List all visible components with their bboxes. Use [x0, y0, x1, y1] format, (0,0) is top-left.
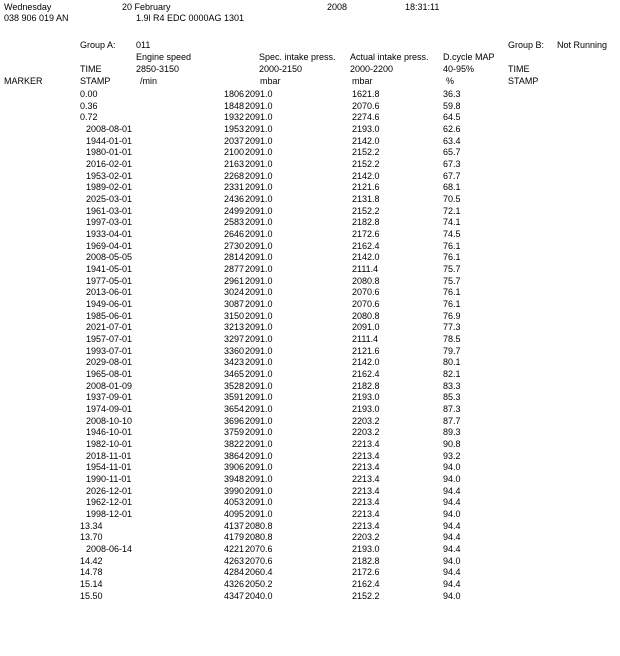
table-row — [0, 439, 620, 450]
col-spec-intake-range: 2000-2150 — [259, 64, 303, 74]
table-row — [0, 252, 620, 263]
row-actual-intake: 2203.2 — [352, 427, 380, 437]
row-spec-intake: 2091.0 — [245, 369, 273, 379]
row-engine-speed: 2331 — [223, 182, 244, 192]
row-engine-speed: 2814 — [223, 252, 244, 262]
row-time-stamp: 2008-01-09 — [86, 381, 133, 391]
row-engine-speed: 4284 — [223, 567, 244, 577]
row-duty-cycle: 94.0 — [443, 509, 461, 519]
row-spec-intake: 2091.0 — [245, 311, 273, 321]
row-duty-cycle: 94.4 — [443, 521, 461, 531]
row-time-stamp: 1969-04-01 — [86, 241, 133, 251]
row-spec-intake: 2091.0 — [245, 416, 273, 426]
row-duty-cycle: 74.1 — [443, 217, 461, 227]
row-time-stamp: 1989-02-01 — [86, 182, 133, 192]
row-spec-intake: 2091.0 — [245, 427, 273, 437]
group-b-time-label: TIME — [508, 64, 530, 74]
header-part-number: 038 906 019 AN — [4, 13, 69, 23]
row-engine-speed: 3696 — [223, 416, 244, 426]
row-engine-speed: 2163 — [223, 159, 244, 169]
row-time-stamp: 1982-10-01 — [86, 439, 133, 449]
row-engine-speed: 2499 — [223, 206, 244, 216]
row-engine-speed: 3654 — [223, 404, 244, 414]
row-spec-intake: 2091.0 — [245, 474, 273, 484]
row-spec-intake: 2050.2 — [245, 579, 273, 589]
row-actual-intake: 2121.6 — [352, 346, 380, 356]
row-actual-intake: 2182.8 — [352, 381, 380, 391]
row-actual-intake: 2162.4 — [352, 579, 380, 589]
row-actual-intake: 2213.4 — [352, 474, 380, 484]
row-actual-intake: 2070.6 — [352, 299, 380, 309]
row-time-stamp: 1957-07-01 — [86, 334, 133, 344]
col-spec-intake-unit: mbar — [260, 76, 281, 86]
row-engine-speed: 1848 — [223, 101, 244, 111]
row-engine-speed: 2100 — [223, 147, 244, 157]
row-time-stamp: 1933-04-01 — [86, 229, 133, 239]
row-spec-intake: 2091.0 — [245, 206, 273, 216]
row-engine-speed: 3591 — [223, 392, 244, 402]
table-row — [0, 486, 620, 497]
row-time-stamp: 15.50 — [80, 591, 103, 601]
row-actual-intake: 2213.4 — [352, 439, 380, 449]
row-actual-intake: 1621.8 — [352, 89, 380, 99]
row-spec-intake: 2091.0 — [245, 299, 273, 309]
row-duty-cycle: 93.2 — [443, 451, 461, 461]
row-duty-cycle: 94.0 — [443, 556, 461, 566]
row-actual-intake: 2152.2 — [352, 206, 380, 216]
row-actual-intake: 2172.6 — [352, 229, 380, 239]
table-row — [0, 474, 620, 485]
row-actual-intake: 2193.0 — [352, 124, 380, 134]
col-actual-intake-name: Actual intake press. — [350, 52, 429, 62]
row-duty-cycle: 68.1 — [443, 182, 461, 192]
header-year: 2008 — [327, 2, 348, 12]
row-actual-intake: 2142.0 — [352, 136, 380, 146]
row-engine-speed: 4263 — [223, 556, 244, 566]
row-actual-intake: 2142.0 — [352, 252, 380, 262]
row-time-stamp: 2013-06-01 — [86, 287, 133, 297]
row-time-stamp: 2018-11-01 — [86, 451, 132, 461]
row-engine-speed: 3360 — [223, 346, 244, 356]
row-duty-cycle: 94.4 — [443, 497, 461, 507]
row-duty-cycle: 59.8 — [443, 101, 461, 111]
row-time-stamp: 2025-03-01 — [86, 194, 133, 204]
row-actual-intake: 2152.2 — [352, 159, 380, 169]
row-actual-intake: 2213.4 — [352, 521, 380, 531]
row-actual-intake: 2193.0 — [352, 404, 380, 414]
row-time-stamp: 2026-12-01 — [86, 486, 133, 496]
row-spec-intake: 2091.0 — [245, 276, 273, 286]
row-time-stamp: 13.70 — [80, 532, 103, 542]
row-time-stamp: 1998-12-01 — [86, 509, 133, 519]
row-engine-speed: 3759 — [223, 427, 244, 437]
row-actual-intake: 2203.2 — [352, 416, 380, 426]
row-spec-intake: 2091.0 — [245, 241, 273, 251]
row-spec-intake: 2091.0 — [245, 392, 273, 402]
row-time-stamp: 2008-08-01 — [86, 124, 133, 134]
row-spec-intake: 2080.8 — [245, 521, 273, 531]
row-actual-intake: 2162.4 — [352, 241, 380, 251]
row-spec-intake: 2091.0 — [245, 124, 273, 134]
row-duty-cycle: 82.1 — [443, 369, 461, 379]
row-actual-intake: 2213.4 — [352, 486, 380, 496]
time-label: TIME — [80, 64, 102, 74]
row-actual-intake: 2131.8 — [352, 194, 380, 204]
row-time-stamp: 1953-02-01 — [86, 171, 133, 181]
row-spec-intake: 2091.0 — [245, 486, 273, 496]
table-row — [0, 217, 620, 228]
row-time-stamp: 15.14 — [80, 579, 103, 589]
row-time-stamp: 1961-03-01 — [86, 206, 133, 216]
row-duty-cycle: 87.7 — [443, 416, 461, 426]
table-row — [0, 89, 620, 100]
row-engine-speed: 2877 — [223, 264, 244, 274]
row-duty-cycle: 75.7 — [443, 264, 461, 274]
table-row — [0, 159, 620, 170]
table-row — [0, 427, 620, 438]
row-duty-cycle: 62.6 — [443, 124, 461, 134]
table-row — [0, 404, 620, 415]
row-spec-intake: 2060.4 — [245, 567, 273, 577]
row-duty-cycle: 94.0 — [443, 462, 461, 472]
header-day: Wednesday — [4, 2, 52, 12]
table-row — [0, 101, 620, 112]
row-duty-cycle: 76.1 — [443, 252, 461, 262]
row-duty-cycle: 94.0 — [443, 474, 461, 484]
table-row — [0, 206, 620, 217]
row-duty-cycle: 79.7 — [443, 346, 461, 356]
row-engine-speed: 3213 — [223, 322, 244, 332]
row-engine-speed: 2037 — [223, 136, 244, 146]
row-spec-intake: 2091.0 — [245, 381, 273, 391]
row-duty-cycle: 36.3 — [443, 89, 461, 99]
row-duty-cycle: 78.5 — [443, 334, 461, 344]
row-time-stamp: 1946-10-01 — [86, 427, 133, 437]
row-spec-intake: 2091.0 — [245, 101, 273, 111]
row-engine-speed: 1806 — [223, 89, 244, 99]
table-row — [0, 579, 620, 590]
row-spec-intake: 2091.0 — [245, 264, 273, 274]
row-time-stamp: 0.00 — [80, 89, 98, 99]
row-spec-intake: 2091.0 — [245, 462, 273, 472]
row-spec-intake: 2091.0 — [245, 252, 273, 262]
row-actual-intake: 2121.6 — [352, 182, 380, 192]
table-row — [0, 264, 620, 275]
row-duty-cycle: 75.7 — [443, 276, 461, 286]
row-actual-intake: 2111.4 — [352, 264, 379, 274]
table-row — [0, 124, 620, 135]
row-actual-intake: 2193.0 — [352, 544, 380, 554]
row-engine-speed: 2961 — [223, 276, 244, 286]
table-row — [0, 182, 620, 193]
table-row — [0, 544, 620, 555]
row-duty-cycle: 70.5 — [443, 194, 461, 204]
row-time-stamp: 2008-10-10 — [86, 416, 133, 426]
row-spec-intake: 2091.0 — [245, 451, 273, 461]
col-spec-intake-name: Spec. intake press. — [259, 52, 336, 62]
row-actual-intake: 2213.4 — [352, 509, 380, 519]
row-time-stamp: 0.36 — [80, 101, 98, 111]
row-actual-intake: 2213.4 — [352, 497, 380, 507]
row-duty-cycle: 89.3 — [443, 427, 461, 437]
group-b-label: Group B: — [508, 40, 545, 50]
row-actual-intake: 2193.0 — [352, 392, 380, 402]
row-engine-speed: 1953 — [223, 124, 244, 134]
row-duty-cycle: 94.4 — [443, 486, 461, 496]
row-duty-cycle: 87.3 — [443, 404, 461, 414]
row-duty-cycle: 64.5 — [443, 112, 461, 122]
table-row — [0, 451, 620, 462]
row-spec-intake: 2091.0 — [245, 357, 273, 367]
row-spec-intake: 2091.0 — [245, 217, 273, 227]
group-a-number: 011 — [136, 40, 151, 50]
header-engine: 1.9l R4 EDC 0000AG 1301 — [136, 13, 245, 23]
row-actual-intake: 2091.0 — [352, 322, 380, 332]
row-actual-intake: 2182.8 — [352, 556, 380, 566]
row-spec-intake: 2091.0 — [245, 509, 273, 519]
row-duty-cycle: 65.7 — [443, 147, 461, 157]
row-actual-intake: 2152.2 — [352, 147, 380, 157]
row-spec-intake: 2091.0 — [245, 89, 273, 99]
table-row — [0, 147, 620, 158]
table-row — [0, 322, 620, 333]
row-time-stamp: 1993-07-01 — [86, 346, 133, 356]
table-row — [0, 136, 620, 147]
row-duty-cycle: 72.1 — [443, 206, 461, 216]
row-duty-cycle: 94.4 — [443, 579, 461, 589]
table-row — [0, 381, 620, 392]
row-duty-cycle: 83.3 — [443, 381, 461, 391]
row-engine-speed: 3906 — [223, 462, 244, 472]
table-row — [0, 567, 620, 578]
row-engine-speed: 2730 — [223, 241, 244, 251]
row-engine-speed: 4053 — [223, 497, 244, 507]
col-duty-cycle-range: 40-95% — [443, 64, 475, 74]
row-duty-cycle: 76.1 — [443, 299, 461, 309]
table-row — [0, 509, 620, 520]
row-time-stamp: 1990-11-01 — [86, 474, 132, 484]
row-spec-intake: 2091.0 — [245, 229, 273, 239]
row-spec-intake: 2091.0 — [245, 112, 273, 122]
row-time-stamp: 1974-09-01 — [86, 404, 133, 414]
row-engine-speed: 3297 — [223, 334, 244, 344]
row-actual-intake: 2070.6 — [352, 101, 380, 111]
row-time-stamp: 1985-06-01 — [86, 311, 133, 321]
row-spec-intake: 2091.0 — [245, 346, 273, 356]
row-duty-cycle: 85.3 — [443, 392, 461, 402]
table-row — [0, 299, 620, 310]
row-actual-intake: 2111.4 — [352, 334, 379, 344]
table-row — [0, 357, 620, 368]
row-spec-intake: 2091.0 — [245, 147, 273, 157]
row-time-stamp: 1941-05-01 — [86, 264, 133, 274]
row-actual-intake: 2070.6 — [352, 287, 380, 297]
col-actual-intake-range: 2000-2200 — [350, 64, 394, 74]
row-time-stamp: 2021-07-01 — [86, 322, 133, 332]
row-engine-speed: 3024 — [223, 287, 244, 297]
row-time-stamp: 2029-08-01 — [86, 357, 133, 367]
row-spec-intake: 2091.0 — [245, 194, 273, 204]
row-spec-intake: 2091.0 — [245, 404, 273, 414]
col-duty-cycle-unit: % — [446, 76, 455, 86]
table-row — [0, 497, 620, 508]
group-b-stamp-label: STAMP — [508, 76, 539, 86]
row-duty-cycle: 90.8 — [443, 439, 461, 449]
row-spec-intake: 2091.0 — [245, 497, 273, 507]
row-actual-intake: 2142.0 — [352, 171, 380, 181]
table-row — [0, 334, 620, 345]
row-actual-intake: 2213.4 — [352, 462, 380, 472]
row-time-stamp: 14.42 — [80, 556, 103, 566]
row-actual-intake: 2152.2 — [352, 591, 380, 601]
row-engine-speed: 3948 — [223, 474, 244, 484]
table-row — [0, 462, 620, 473]
col-engine-speed-name: Engine speed — [136, 52, 192, 62]
group-b-status: Not Running — [557, 40, 608, 50]
row-spec-intake: 2040.0 — [245, 591, 273, 601]
row-engine-speed: 2646 — [223, 229, 244, 239]
row-duty-cycle: 94.4 — [443, 567, 461, 577]
row-spec-intake: 2091.0 — [245, 182, 273, 192]
col-actual-intake-unit: mbar — [352, 76, 373, 86]
table-row — [0, 591, 620, 602]
row-time-stamp: 1965-08-01 — [86, 369, 133, 379]
table-row — [0, 521, 620, 532]
row-spec-intake: 2080.8 — [245, 532, 273, 542]
table-row — [0, 194, 620, 205]
row-duty-cycle: 67.3 — [443, 159, 461, 169]
row-engine-speed: 3423 — [223, 357, 244, 367]
row-spec-intake: 2070.6 — [245, 544, 273, 554]
row-duty-cycle: 77.3 — [443, 322, 461, 332]
row-spec-intake: 2091.0 — [245, 171, 273, 181]
row-time-stamp: 2016-02-01 — [86, 159, 133, 169]
marker-label: MARKER — [4, 76, 43, 86]
row-engine-speed: 4347 — [223, 591, 244, 601]
row-duty-cycle: 94.4 — [443, 532, 461, 542]
col-duty-cycle-name: D.cycle MAP — [443, 52, 495, 62]
row-actual-intake: 2172.6 — [352, 567, 380, 577]
table-row — [0, 416, 620, 427]
row-engine-speed: 4221 — [223, 544, 244, 554]
table-row — [0, 556, 620, 567]
header-time: 18:31:11 — [405, 2, 440, 12]
row-spec-intake: 2070.6 — [245, 556, 273, 566]
row-time-stamp: 1954-11-01 — [86, 462, 132, 472]
row-time-stamp: 13.34 — [80, 521, 103, 531]
row-duty-cycle: 74.5 — [443, 229, 461, 239]
row-duty-cycle: 94.4 — [443, 544, 461, 554]
table-row — [0, 532, 620, 543]
row-spec-intake: 2091.0 — [245, 322, 273, 332]
stamp-label: STAMP — [80, 76, 111, 86]
row-engine-speed: 3822 — [223, 439, 244, 449]
row-time-stamp: 1949-06-01 — [86, 299, 133, 309]
row-actual-intake: 2274.6 — [352, 112, 380, 122]
row-duty-cycle: 76.9 — [443, 311, 461, 321]
row-engine-speed: 2583 — [223, 217, 244, 227]
row-time-stamp: 2008-06-14 — [86, 544, 133, 554]
row-actual-intake: 2162.4 — [352, 369, 380, 379]
table-row — [0, 112, 620, 123]
row-spec-intake: 2091.0 — [245, 136, 273, 146]
row-time-stamp: 2008-05-05 — [86, 252, 133, 262]
row-duty-cycle: 67.7 — [443, 171, 461, 181]
table-row — [0, 311, 620, 322]
row-time-stamp: 0.72 — [80, 112, 98, 122]
table-row — [0, 369, 620, 380]
table-row — [0, 171, 620, 182]
row-duty-cycle: 94.0 — [443, 591, 461, 601]
row-engine-speed: 2268 — [223, 171, 244, 181]
row-time-stamp: 1980-01-01 — [86, 147, 133, 157]
row-spec-intake: 2091.0 — [245, 334, 273, 344]
row-duty-cycle: 76.1 — [443, 287, 461, 297]
row-time-stamp: 1977-05-01 — [86, 276, 133, 286]
table-row — [0, 392, 620, 403]
row-engine-speed: 4137 — [223, 521, 244, 531]
row-spec-intake: 2091.0 — [245, 439, 273, 449]
table-row — [0, 346, 620, 357]
row-engine-speed: 3150 — [223, 311, 244, 321]
row-engine-speed: 4326 — [223, 579, 244, 589]
row-actual-intake: 2080.8 — [352, 311, 380, 321]
row-spec-intake: 2091.0 — [245, 159, 273, 169]
row-engine-speed: 1932 — [223, 112, 244, 122]
row-engine-speed: 3528 — [223, 381, 244, 391]
row-actual-intake: 2213.4 — [352, 451, 380, 461]
row-engine-speed: 3465 — [223, 369, 244, 379]
col-engine-speed-range: 2850-3150 — [136, 64, 180, 74]
row-actual-intake: 2142.0 — [352, 357, 380, 367]
row-actual-intake: 2080.8 — [352, 276, 380, 286]
row-time-stamp: 14.78 — [80, 567, 103, 577]
row-actual-intake: 2203.2 — [352, 532, 380, 542]
row-engine-speed: 3990 — [223, 486, 244, 496]
row-duty-cycle: 63.4 — [443, 136, 461, 146]
row-spec-intake: 2091.0 — [245, 287, 273, 297]
row-engine-speed: 4095 — [223, 509, 244, 519]
table-row — [0, 241, 620, 252]
col-engine-speed-unit: /min — [140, 76, 158, 86]
group-a-label: Group A: — [80, 40, 116, 50]
row-time-stamp: 1997-03-01 — [86, 217, 133, 227]
table-row — [0, 229, 620, 240]
row-actual-intake: 2182.8 — [352, 217, 380, 227]
row-engine-speed: 3087 — [223, 299, 244, 309]
row-engine-speed: 2436 — [223, 194, 244, 204]
row-engine-speed: 4179 — [223, 532, 244, 542]
row-time-stamp: 1962-12-01 — [86, 497, 133, 507]
table-row — [0, 287, 620, 298]
row-time-stamp: 1937-09-01 — [86, 392, 133, 402]
row-engine-speed: 3864 — [223, 451, 244, 461]
row-time-stamp: 1944-01-01 — [86, 136, 133, 146]
table-row — [0, 276, 620, 287]
row-duty-cycle: 76.1 — [443, 241, 461, 251]
header-date: 20 February — [122, 2, 171, 12]
row-duty-cycle: 80.1 — [443, 357, 461, 367]
